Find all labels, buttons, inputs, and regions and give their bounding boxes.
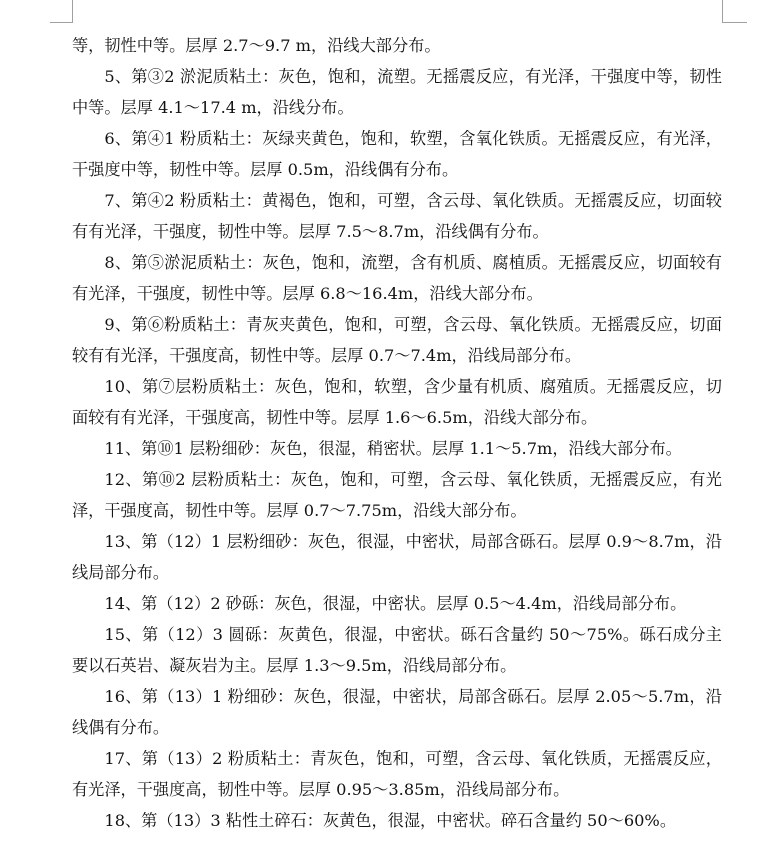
paragraph: 11、第⑩1 层粉细砂：灰色，很湿，稍密状。层厚 1.1～5.7m，沿线大部分布。 [104, 439, 682, 458]
paragraph: 18、第（13）3 粘性土碎石：灰黄色，很湿，中密状。碎石含量约 50～60%。 [104, 811, 677, 830]
paragraph: 12、第⑩2 层粉质粘土：灰色，饱和，可塑，含云母、氧化铁质，无摇震反应，有光泽，干强度高，韧性中等。层厚 0.7～7.75m，沿线大部分布。 [72, 470, 722, 520]
paragraph: 等，韧性中等。层厚 2.7～9.7 m，沿线大部分布。 [72, 36, 441, 55]
paragraph: 7、第④2 粉质粘土：黄褐色，饱和，可塑，含云母、氧化铁质。无摇震反应，切面较有有光泽，干强度，韧性中等。层厚 7.5～8.7m，沿线偶有分布。 [72, 191, 722, 241]
paragraph: 14、第（12）2 砂砾：灰色，很湿，中密状。层厚 0.5～4.4m，沿线局部分布。 [104, 594, 687, 613]
paragraph: 17、第（13）2 粉质粘土：青灰色，饱和，可塑，含云母、氧化铁质，无摇震反应，有光泽，干强度高，韧性中等。层厚 0.95～3.85m，沿线局部分布。 [72, 749, 722, 799]
paragraph: 13、第（12）1 层粉细砂：灰色，很湿，中密状，局部含砾石。层厚 0.9～8.7m，沿线局部分布。 [72, 532, 722, 582]
paragraph: 8、第⑤淤泥质粘土：灰色，饱和，流塑，含有机质、腐植质。无摇震反应，切面较有有光泽，干强度，韧性中等。层厚 6.8～16.4m，沿线大部分布。 [72, 253, 722, 303]
paragraph: 6、第④1 粉质粘土：灰绿夹黄色，饱和，软塑，含氧化铁质。无摇震反应，有光泽，干强度中等，韧性中等。层厚 0.5m，沿线偶有分布。 [72, 129, 722, 179]
paragraph: 10、第⑦层粉质粘土：灰色，饱和，软塑，含少量有机质、腐殖质。无摇震反应，切面较有有光泽，干强度高，韧性中等。层厚 1.6～6.5m，沿线大部分布。 [72, 377, 722, 427]
paragraph: 9、第⑥粉质粘土：青灰夹黄色，饱和，可塑，含云母、氧化铁质。无摇震反应，切面较有有光泽，干强度高，韧性中等。层厚 0.7～7.4m，沿线局部分布。 [72, 315, 722, 365]
page-corner-mark-right [722, 0, 747, 23]
paragraph: 5、第③2 淤泥质粘土：灰色，饱和，流塑。无摇震反应，有光泽，干强度中等，韧性中等。层厚 4.1～17.4 m，沿线分布。 [72, 67, 722, 117]
document-body [72, 30, 722, 836]
paragraph: 15、第（12）3 圆砾：灰黄色，很湿，中密状。砾石含量约 50～75%。砾石成分主要以石英岩、凝灰岩为主。层厚 1.3～9.5m，沿线局部分布。 [72, 625, 722, 675]
page-corner-mark-left [50, 0, 73, 23]
paragraph: 16、第（13）1 粉细砂：灰色，很湿，中密状，局部含砾石。层厚 2.05～5.7m，沿线偶有分布。 [72, 687, 722, 737]
